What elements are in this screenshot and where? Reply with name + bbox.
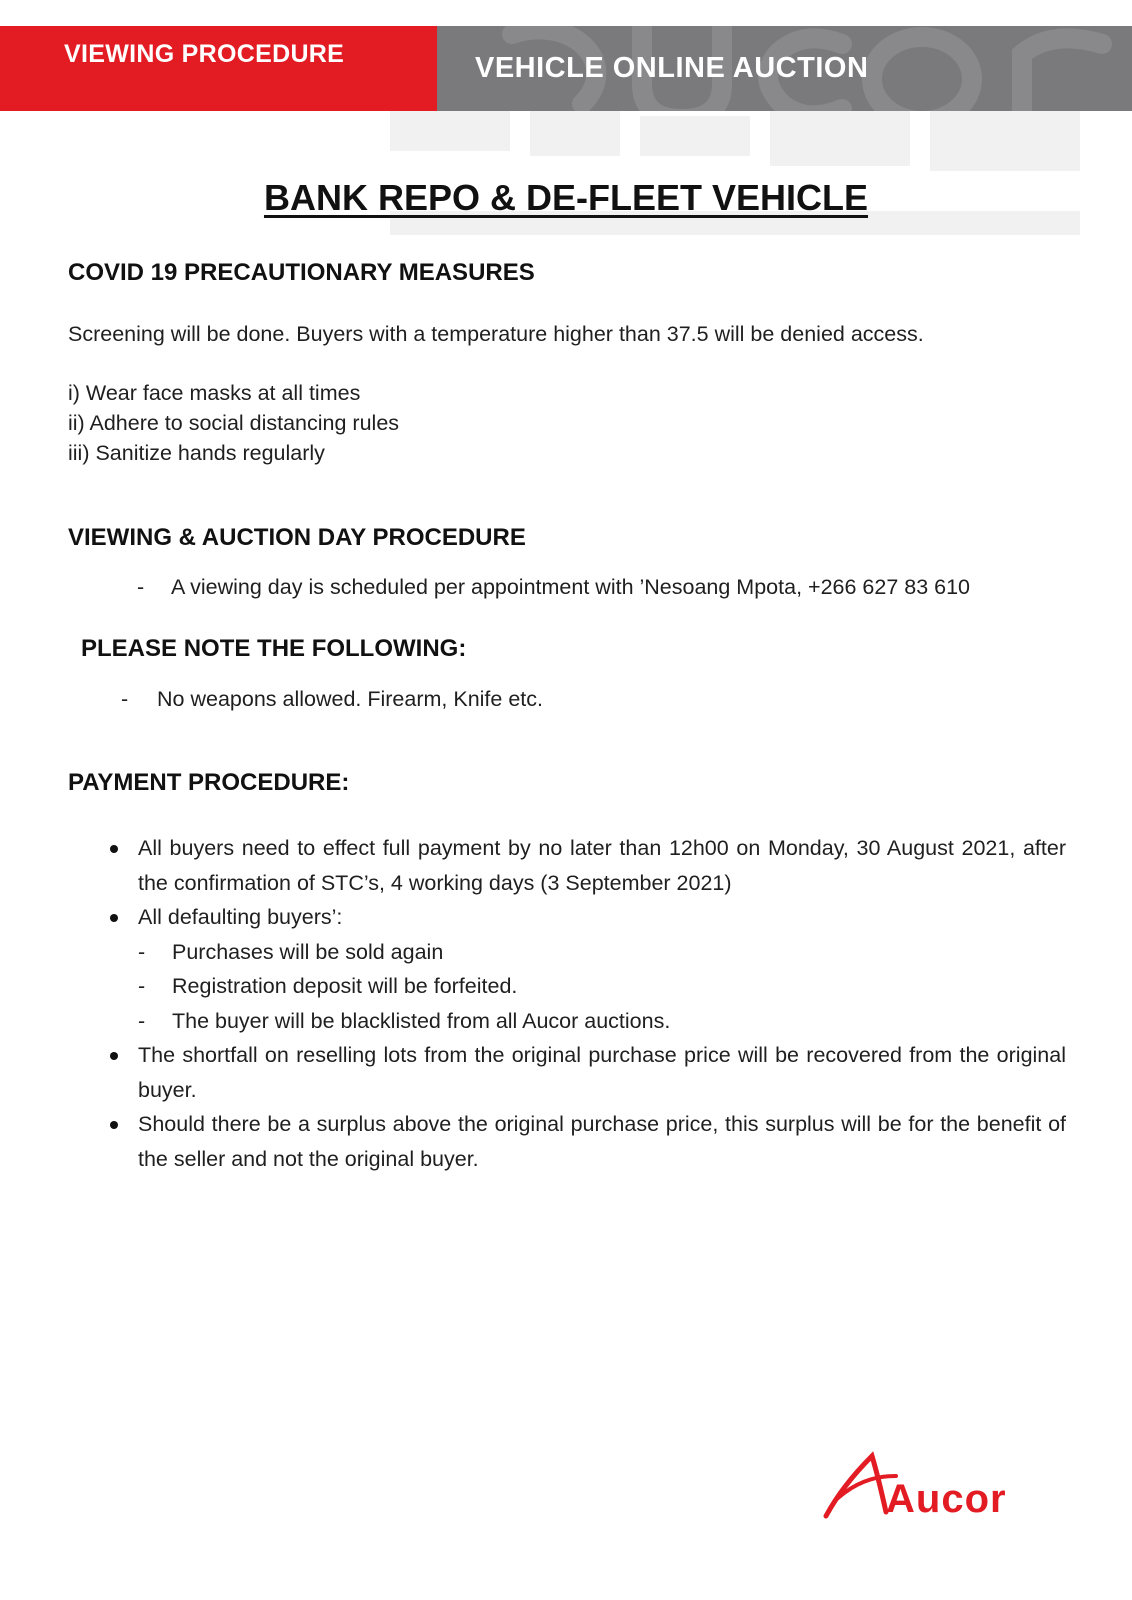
measure-item: ii) Adhere to social distancing rules [68,411,400,435]
note-heading: PLEASE NOTE THE FOLLOWING: [81,635,467,662]
dash-marker: - [121,687,129,711]
covid-heading: COVID 19 PRECAUTIONARY MEASURES [68,259,535,286]
viewing-item-text: A viewing day is scheduled per appointment with ’Nesoang Mpota, +266 627 83 610 [171,575,971,599]
payment-sub-item [68,935,1066,970]
payment-bullet-text: The shortfall on reselling lots from the original purchase price will be recovered from the original buyer. [138,1043,1066,1102]
viewing-list-item [137,572,1037,602]
payment-sub-text: The buyer will be blacklisted from all Aucor auctions. [172,1008,671,1033]
header-banner [0,26,1132,111]
payment-sub-text: Purchases will be sold again [172,939,444,964]
screening-text: Screening will be done. Buyers with a temperature higher than 37.5 will be denied access. [68,322,924,346]
payment-bullet-item [68,1107,1066,1176]
payment-sub-text: Registration deposit will be forfeited. [172,974,518,998]
note-list-item [121,684,821,714]
banner-right-panel [437,26,1132,111]
dash-marker: - [138,974,146,998]
payment-sub-item [68,969,1066,1004]
note-item-text: No weapons allowed. Firearm, Knife etc. [157,687,543,711]
payment-bullet-text: All defaulting buyers’: [138,905,343,929]
logo-text: Aucor [886,1477,1007,1521]
payment-sub-item [68,1004,1066,1039]
banner-left-label: VIEWING PROCEDURE [64,40,345,68]
measure-item: i) Wear face masks at all times [68,381,361,405]
payment-bullet-item [68,1038,1066,1107]
payment-heading: PAYMENT PROCEDURE: [68,769,350,796]
bullet-marker [110,1121,118,1129]
banner-right-label: VEHICLE ONLINE AUCTION [475,52,869,84]
payment-bullet-text: All buyers need to effect full payment by no later than 12h00 on Monday, 30 August 2021, after the confirmation of STC’s, 4 working days (3 September 2021) [138,836,1066,895]
payment-bullet-item [68,900,1066,935]
dash-marker: - [138,1008,146,1033]
payment-list [68,831,1066,1176]
measure-item: iii) Sanitize hands regularly [68,441,325,465]
aucor-logo-icon [820,1450,1020,1530]
dash-marker: - [137,575,145,599]
dash-marker: - [138,939,146,964]
payment-bullet-item [68,831,1066,900]
page-title: BANK REPO & DE-FLEET VEHICLE [263,177,869,218]
bullet-marker [110,845,118,853]
bullet-marker [110,914,118,922]
banner-left-panel [0,26,437,111]
viewing-heading: VIEWING & AUCTION DAY PROCEDURE [68,524,526,551]
bullet-marker [110,1052,118,1060]
payment-bullet-text: Should there be a surplus above the original purchase price, this surplus will be for the benefit of the seller and not the original buyer. [138,1112,1066,1171]
